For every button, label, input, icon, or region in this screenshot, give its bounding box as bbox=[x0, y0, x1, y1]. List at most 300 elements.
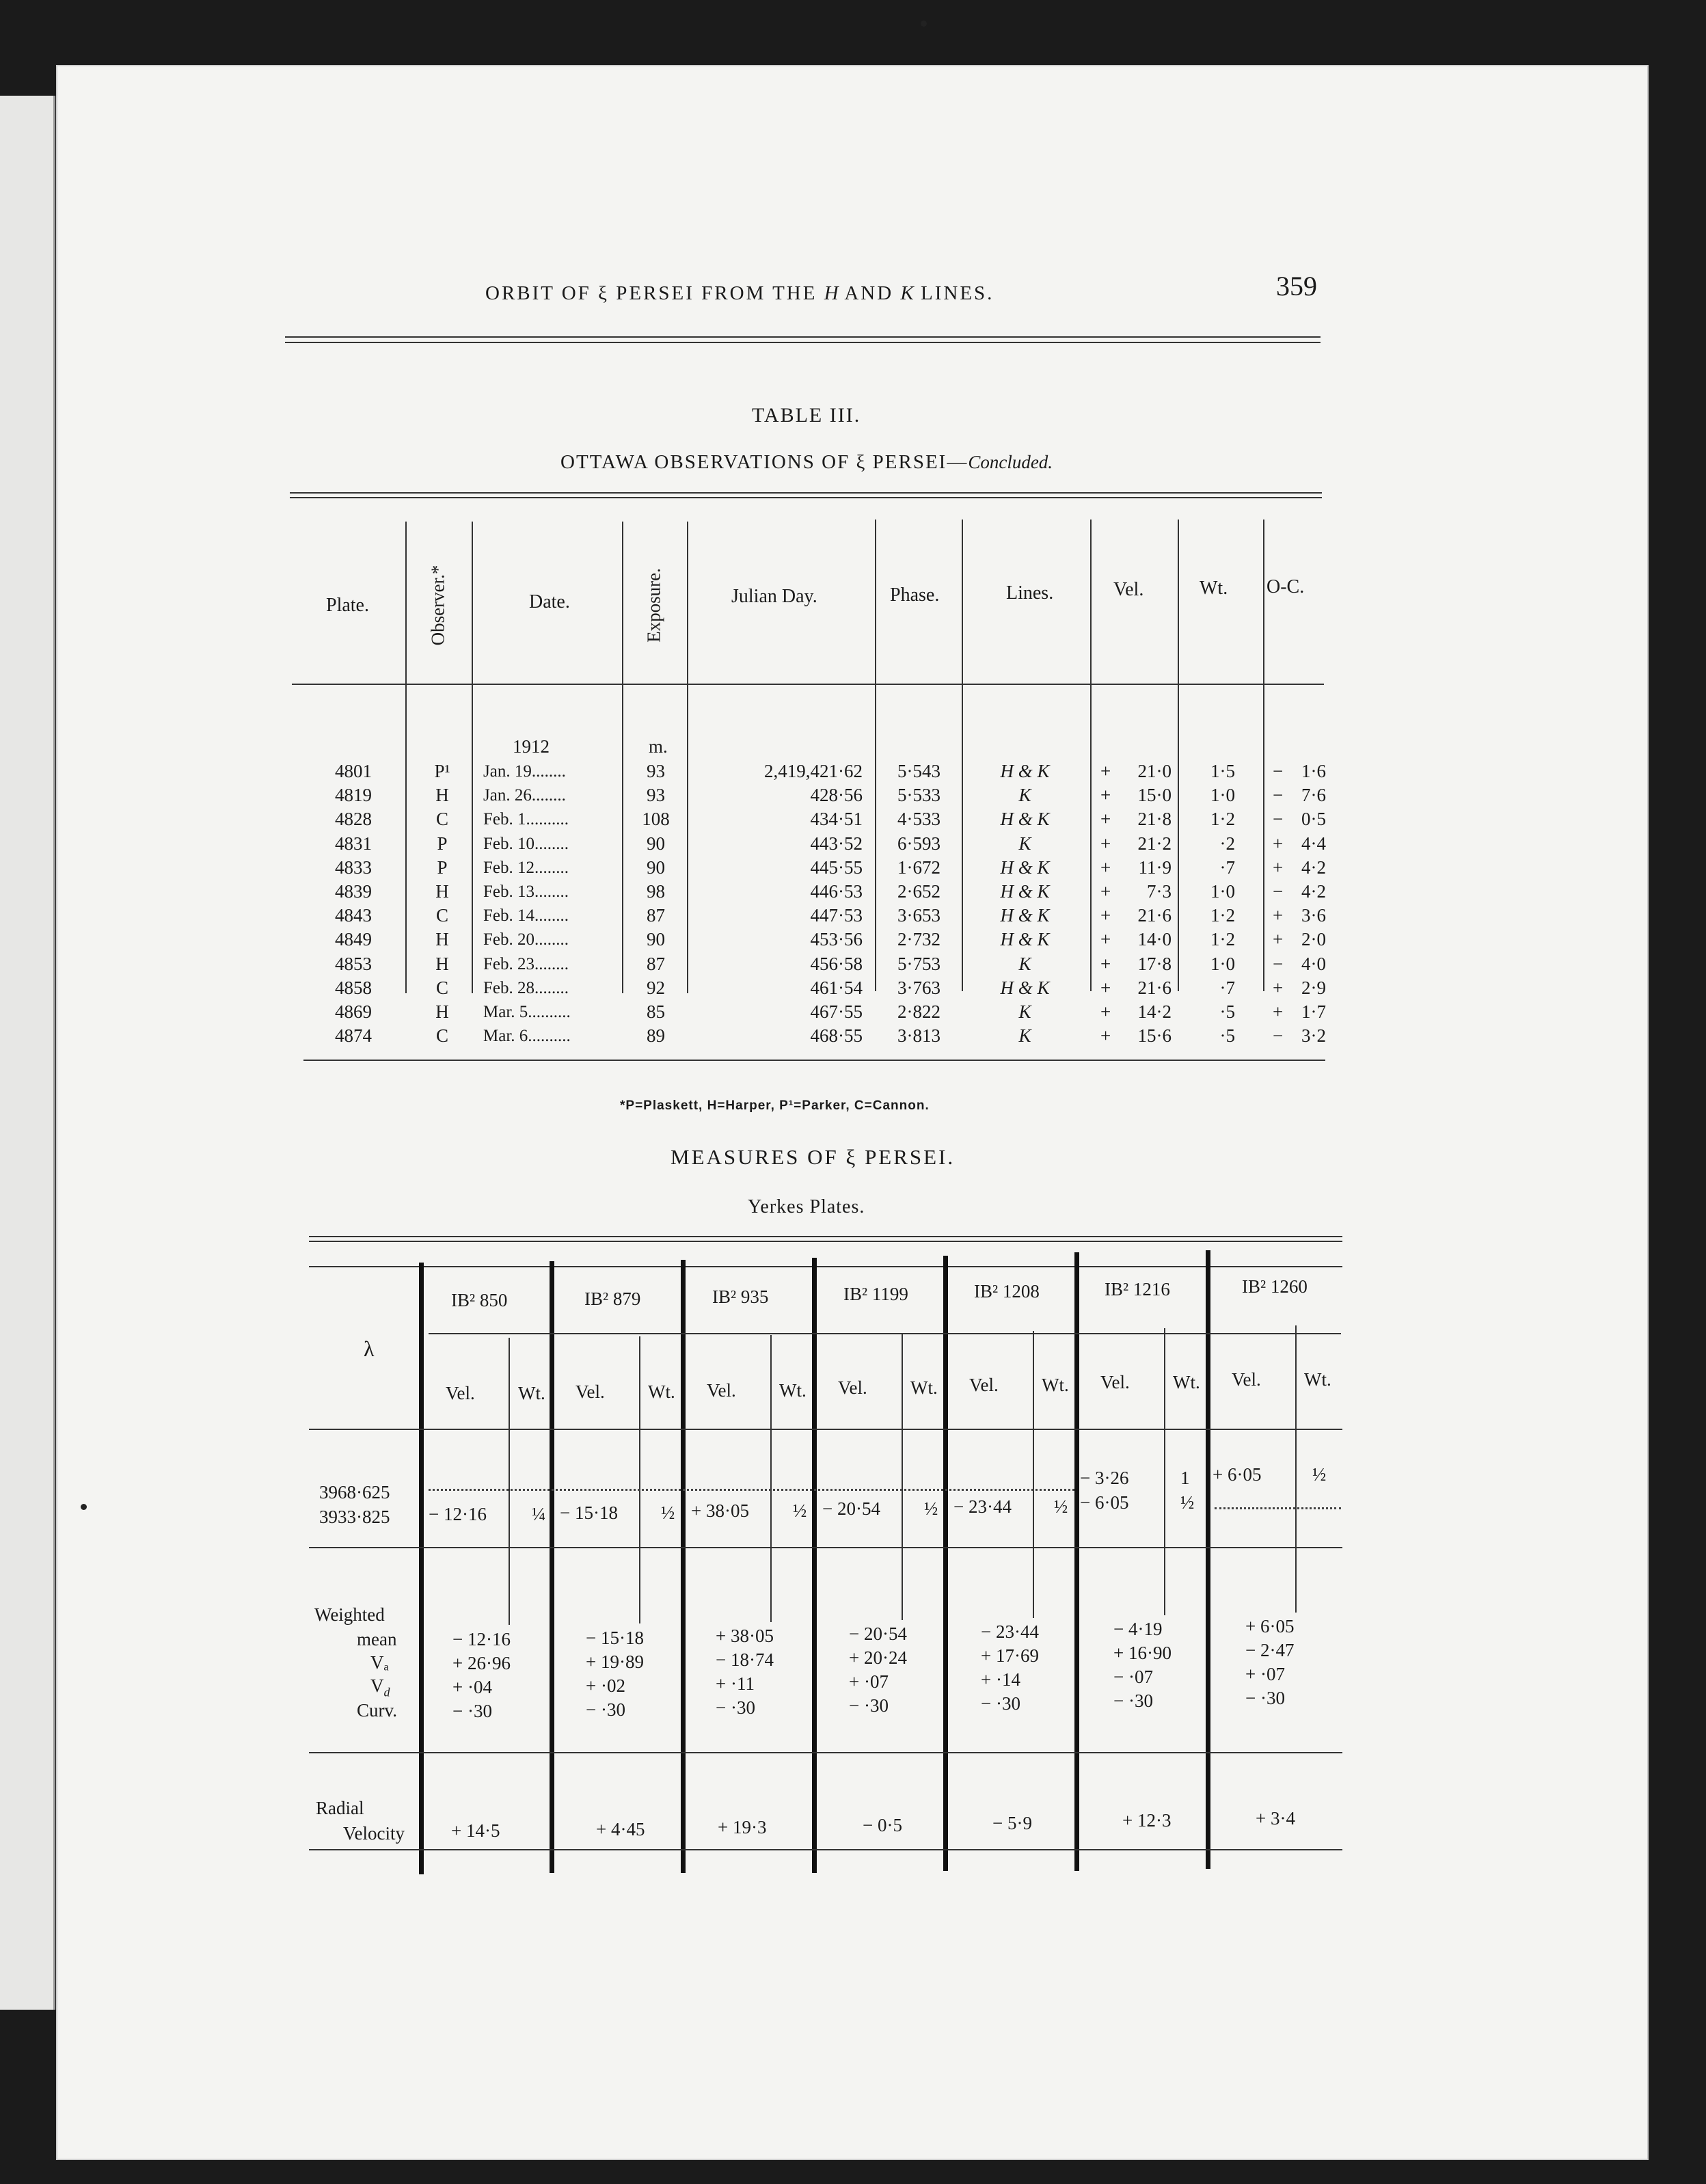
measures-body-rule bbox=[309, 1547, 1342, 1548]
wt-subheader: Wt. bbox=[648, 1381, 675, 1402]
table-cell: 2·652 bbox=[897, 881, 940, 902]
curv-value: − ·30 bbox=[1245, 1688, 1285, 1708]
column-divider bbox=[472, 522, 473, 993]
dotted-leader bbox=[429, 1489, 1074, 1491]
table-cell: Feb. 12........ bbox=[483, 858, 569, 877]
va-value: + 20·24 bbox=[849, 1647, 907, 1668]
plate-divider bbox=[812, 1258, 817, 1873]
plate-divider bbox=[419, 1263, 424, 1874]
table-cell: 15·6 bbox=[1137, 1025, 1172, 1047]
column-divider bbox=[687, 522, 688, 993]
curv-value: − ·30 bbox=[452, 1701, 492, 1721]
table-cell: Feb. 23........ bbox=[483, 954, 569, 973]
table-cell: 4839 bbox=[335, 881, 372, 902]
table-cell: 108 bbox=[642, 809, 670, 830]
scan-speck bbox=[81, 1504, 87, 1510]
table-cell: 2,419,421·62 bbox=[764, 761, 863, 781]
scan-speck bbox=[921, 21, 927, 27]
table-cell: H bbox=[435, 953, 449, 974]
plate-header: IB² 1260 bbox=[1242, 1276, 1308, 1297]
exposure-column bbox=[630, 759, 681, 1048]
vd-value: + ·04 bbox=[452, 1677, 492, 1697]
table-cell: 4·0 bbox=[1301, 953, 1326, 974]
vel-subheader: Vel. bbox=[576, 1381, 605, 1402]
subcolumn-divider bbox=[509, 1338, 510, 1625]
table-cell: 87 bbox=[647, 905, 665, 926]
previous-page-edge bbox=[0, 96, 55, 2010]
table-title: TABLE III. bbox=[752, 404, 861, 427]
date-column bbox=[483, 759, 571, 1048]
table-cell: − bbox=[1273, 761, 1284, 781]
table-cell: 2·822 bbox=[897, 1001, 940, 1023]
measure-vel: + 38·05 bbox=[691, 1500, 749, 1521]
table-cell: ·5 bbox=[1219, 1001, 1235, 1023]
curv-value: − ·30 bbox=[849, 1695, 889, 1716]
col-header-julian-day: Julian Day. bbox=[731, 586, 817, 607]
table-cell: 7·3 bbox=[1147, 881, 1172, 902]
measure-vel: − 20·54 bbox=[822, 1498, 880, 1519]
mean-label: mean bbox=[357, 1629, 397, 1649]
table-cell: + bbox=[1100, 809, 1111, 830]
vel-column bbox=[1115, 759, 1172, 1048]
table-cell: + bbox=[1273, 1001, 1284, 1023]
wt-subheader: Wt. bbox=[910, 1377, 938, 1398]
column-divider bbox=[1090, 520, 1092, 991]
table-cell: Feb. 1.......... bbox=[483, 810, 569, 829]
plate-header: IB² 1199 bbox=[843, 1284, 908, 1304]
vel-subheader: Vel. bbox=[446, 1383, 475, 1403]
table-rule bbox=[290, 497, 1322, 498]
table-cell: + bbox=[1273, 905, 1284, 926]
measures-rule bbox=[309, 1266, 1342, 1267]
table-cell: H bbox=[435, 785, 449, 806]
wt-subheader: Wt. bbox=[1042, 1375, 1069, 1395]
table-cell: 445·55 bbox=[810, 857, 863, 878]
table-cell: + bbox=[1100, 833, 1111, 854]
lines-column bbox=[969, 759, 1081, 1048]
col-header-observer: Observer.* bbox=[427, 565, 448, 646]
table-cell: 92 bbox=[647, 977, 665, 998]
table-cell: P bbox=[437, 857, 448, 878]
table-cell: 1·2 bbox=[1210, 929, 1235, 950]
table-bottom-rule bbox=[303, 1060, 1325, 1061]
table-cell: 4·2 bbox=[1301, 881, 1326, 902]
va-value: + 16·90 bbox=[1113, 1643, 1172, 1663]
measure-wt: ½ bbox=[661, 1502, 675, 1523]
table-cell: 467·55 bbox=[810, 1001, 863, 1023]
table-cell: 2·9 bbox=[1301, 977, 1326, 998]
weighted-mean-value: − 20·54 bbox=[849, 1623, 907, 1644]
page-number: 359 bbox=[1276, 271, 1317, 301]
table-cell: 453·56 bbox=[810, 929, 863, 950]
table-cell: 4833 bbox=[335, 857, 372, 878]
table-cell: 4·4 bbox=[1301, 833, 1326, 854]
vel-sign-column bbox=[1100, 759, 1111, 1048]
measure-wt: 1 bbox=[1180, 1468, 1190, 1488]
table-cell: C bbox=[435, 905, 448, 926]
table-cell: K bbox=[1018, 953, 1031, 974]
table-cell: P¹ bbox=[434, 761, 450, 781]
curv-value: − ·30 bbox=[1113, 1690, 1153, 1711]
va-value: − 18·74 bbox=[716, 1649, 774, 1670]
plate-header: IB² 1208 bbox=[974, 1281, 1040, 1302]
table-cell: 90 bbox=[647, 857, 665, 878]
col-header-exposure: Exposure. bbox=[643, 568, 664, 643]
radial-velocity-value: − 5·9 bbox=[992, 1813, 1032, 1833]
radial-velocity-value: + 12·3 bbox=[1122, 1810, 1172, 1831]
table-cell: 461·54 bbox=[810, 977, 863, 998]
velocity-label: Velocity bbox=[343, 1823, 405, 1844]
plate-divider bbox=[943, 1256, 948, 1871]
measure-wt: ½ bbox=[1312, 1464, 1327, 1485]
column-divider bbox=[405, 522, 407, 993]
measure-vel: − 6·05 bbox=[1080, 1492, 1129, 1513]
table-cell: + bbox=[1100, 785, 1111, 806]
table-rule bbox=[290, 492, 1322, 494]
table-cell: 17·8 bbox=[1137, 953, 1172, 974]
table-cell: 14·2 bbox=[1137, 1001, 1172, 1023]
dotted-leader bbox=[1215, 1507, 1341, 1509]
table-cell: C bbox=[435, 809, 448, 830]
va-value: + 19·89 bbox=[586, 1652, 644, 1672]
vel-subheader: Vel. bbox=[1100, 1372, 1130, 1392]
table-cell: H & K bbox=[1000, 881, 1050, 902]
column-divider bbox=[1263, 520, 1264, 991]
table-cell: 4874 bbox=[335, 1025, 372, 1047]
table-cell: H & K bbox=[1000, 977, 1050, 998]
plate-divider bbox=[550, 1261, 554, 1873]
table-cell: H & K bbox=[1000, 905, 1050, 926]
table-cell: + bbox=[1100, 977, 1111, 998]
plate-header: IB² 850 bbox=[451, 1290, 508, 1310]
vel-subheader: Vel. bbox=[1232, 1369, 1261, 1390]
weighted-mean-value: + 38·05 bbox=[716, 1626, 774, 1646]
table-cell: 4858 bbox=[335, 977, 372, 998]
table-cell: Jan. 26........ bbox=[483, 786, 566, 805]
vd-value: + ·07 bbox=[849, 1671, 889, 1692]
curv-label: Curv. bbox=[357, 1700, 397, 1721]
table-cell: C bbox=[435, 1025, 448, 1047]
table-cell: 7·6 bbox=[1301, 785, 1326, 806]
table-cell: 89 bbox=[647, 1025, 665, 1047]
observer-column bbox=[418, 759, 466, 1048]
radial-velocity-value: + 14·5 bbox=[451, 1820, 500, 1841]
measure-wt: ¼ bbox=[532, 1504, 546, 1524]
table-cell: 4801 bbox=[335, 761, 372, 781]
curv-value: − ·30 bbox=[716, 1697, 755, 1718]
table-cell: 21·0 bbox=[1137, 761, 1172, 781]
measure-vel: − 23·44 bbox=[953, 1496, 1012, 1517]
subcolumn-divider bbox=[770, 1335, 772, 1622]
table-cell: C bbox=[435, 977, 448, 998]
table-cell: P bbox=[437, 833, 448, 854]
vd-label: $V_d$ bbox=[370, 1675, 390, 1699]
plate-header: IB² 935 bbox=[712, 1286, 769, 1307]
plate-divider bbox=[1206, 1250, 1210, 1869]
table-cell: ·2 bbox=[1219, 833, 1235, 854]
table-cell: 3·813 bbox=[897, 1025, 940, 1047]
va-value: − 2·47 bbox=[1245, 1640, 1295, 1660]
radial-velocity-value: + 4·45 bbox=[596, 1819, 645, 1839]
lambda-label: λ bbox=[364, 1336, 375, 1361]
col-header-lines: Lines. bbox=[1006, 582, 1054, 604]
col-header-oc: O-C. bbox=[1267, 576, 1305, 597]
table-cell: 4853 bbox=[335, 953, 372, 974]
col-header-phase: Phase. bbox=[890, 584, 940, 606]
table-cell: 1·6 bbox=[1301, 761, 1326, 781]
vd-value: − ·07 bbox=[1113, 1667, 1153, 1687]
table-cell: + bbox=[1100, 761, 1111, 781]
col-header-wt: Wt. bbox=[1200, 578, 1228, 599]
table-cell: ·7 bbox=[1219, 857, 1235, 878]
table-cell: 447·53 bbox=[810, 905, 863, 926]
table-cell: ·7 bbox=[1219, 977, 1235, 998]
weighted-label: Weighted bbox=[314, 1604, 385, 1625]
column-divider bbox=[962, 520, 963, 991]
table-cell: Feb. 14........ bbox=[483, 906, 569, 926]
measure-wt: ½ bbox=[793, 1500, 807, 1521]
table-cell: 15·0 bbox=[1137, 785, 1172, 806]
table-cell: + bbox=[1273, 833, 1284, 854]
exposure-unit: m. bbox=[649, 736, 668, 757]
table-cell: 4843 bbox=[335, 905, 372, 926]
table-cell: 93 bbox=[647, 761, 665, 781]
table-cell: Mar. 6.......... bbox=[483, 1027, 571, 1046]
column-divider bbox=[875, 520, 876, 991]
vel-subheader: Vel. bbox=[707, 1380, 736, 1401]
running-header: ORBIT OF ξ PERSEI FROM THE H AND K LINES. bbox=[485, 282, 994, 304]
table-cell: H & K bbox=[1000, 761, 1050, 781]
subcolumn-divider bbox=[1295, 1325, 1297, 1613]
table-cell: H & K bbox=[1000, 857, 1050, 878]
measure-wt: ½ bbox=[1054, 1496, 1068, 1517]
oc-column bbox=[1286, 759, 1326, 1048]
table-cell: 1·2 bbox=[1210, 905, 1235, 926]
measure-wt: ½ bbox=[1180, 1492, 1195, 1513]
table-cell: 3·6 bbox=[1301, 905, 1326, 926]
table-cell: + bbox=[1273, 929, 1284, 950]
plate-header: IB² 1216 bbox=[1105, 1279, 1170, 1299]
table-cell: + bbox=[1273, 857, 1284, 878]
table-cell: Mar. 5.......... bbox=[483, 1003, 571, 1022]
table-cell: + bbox=[1100, 929, 1111, 950]
phase-column bbox=[883, 759, 955, 1048]
vd-value: + ·14 bbox=[981, 1669, 1020, 1690]
table-cell: 3·763 bbox=[897, 977, 940, 998]
table-cell: 5·533 bbox=[897, 785, 940, 806]
measure-vel: + 6·05 bbox=[1213, 1464, 1262, 1485]
table-cell: 4·2 bbox=[1301, 857, 1326, 878]
plate-divider bbox=[1074, 1252, 1079, 1871]
table-cell: 21·2 bbox=[1137, 833, 1172, 854]
table-cell: 4819 bbox=[335, 785, 372, 806]
table-cell: + bbox=[1100, 953, 1111, 974]
table-cell: 1·0 bbox=[1210, 881, 1235, 902]
table-cell: + bbox=[1100, 1025, 1111, 1047]
table-cell: 4831 bbox=[335, 833, 372, 854]
header-rule bbox=[285, 336, 1321, 338]
va-value: + 17·69 bbox=[981, 1645, 1039, 1666]
julian-day-column bbox=[695, 759, 863, 1048]
table-cell: 21·6 bbox=[1137, 977, 1172, 998]
table-cell: 1·672 bbox=[897, 857, 940, 878]
table-cell: 93 bbox=[647, 785, 665, 806]
wt-subheader: Wt. bbox=[1173, 1372, 1200, 1392]
table-cell: 4828 bbox=[335, 809, 372, 830]
measure-vel: − 15·18 bbox=[560, 1502, 618, 1523]
measures-header-rule bbox=[309, 1429, 1342, 1430]
table-cell: 443·52 bbox=[810, 833, 863, 854]
table-cell: 85 bbox=[647, 1001, 665, 1023]
weighted-mean-value: − 4·19 bbox=[1113, 1619, 1163, 1639]
table-cell: H bbox=[435, 1001, 449, 1023]
measures-summary-rule bbox=[309, 1752, 1342, 1753]
weighted-mean-value: − 12·16 bbox=[452, 1629, 511, 1649]
table-cell: + bbox=[1273, 977, 1284, 998]
vel-subheader: Vel. bbox=[838, 1377, 867, 1398]
table-cell: + bbox=[1100, 905, 1111, 926]
table-cell: 21·8 bbox=[1137, 809, 1172, 830]
table-cell: H bbox=[435, 929, 449, 950]
wt-subheader: Wt. bbox=[1304, 1369, 1331, 1390]
measures-title: MEASURES OF ξ PERSEI. bbox=[671, 1145, 956, 1169]
vd-value: + ·11 bbox=[716, 1673, 755, 1694]
table-cell: K bbox=[1018, 1025, 1031, 1047]
table-cell: 5·543 bbox=[897, 761, 940, 781]
radial-label: Radial bbox=[316, 1798, 364, 1818]
table-cell: + bbox=[1100, 1001, 1111, 1023]
measure-wt: ½ bbox=[924, 1498, 938, 1519]
measures-rule bbox=[309, 1236, 1342, 1237]
table-cell: 1·2 bbox=[1210, 809, 1235, 830]
vd-value: + ·07 bbox=[1245, 1664, 1285, 1684]
table-cell: ·5 bbox=[1219, 1025, 1235, 1047]
table-cell: Feb. 10........ bbox=[483, 834, 569, 853]
oc-sign-column bbox=[1273, 759, 1283, 1048]
col-header-date: Date. bbox=[529, 591, 570, 612]
table-cell: − bbox=[1273, 953, 1284, 974]
measures-rule bbox=[309, 1241, 1342, 1242]
table-cell: − bbox=[1273, 785, 1284, 806]
subcolumn-divider bbox=[1033, 1331, 1034, 1618]
weighted-mean-value: − 23·44 bbox=[981, 1621, 1039, 1642]
vd-value: + ·02 bbox=[586, 1675, 625, 1696]
table-cell: 428·56 bbox=[810, 785, 863, 806]
column-divider bbox=[622, 522, 623, 993]
vel-subheader: Vel. bbox=[969, 1375, 999, 1395]
table-cell: + bbox=[1100, 881, 1111, 902]
measure-vel: − 12·16 bbox=[429, 1504, 487, 1524]
measure-vel: − 3·26 bbox=[1080, 1468, 1129, 1488]
weighted-mean-value: − 15·18 bbox=[586, 1628, 644, 1648]
wt-subheader: Wt. bbox=[518, 1383, 545, 1403]
wavelength-label: 3968·625 bbox=[319, 1482, 390, 1502]
header-rule bbox=[285, 342, 1321, 343]
table-cell: 4869 bbox=[335, 1001, 372, 1023]
table-cell: + bbox=[1100, 857, 1111, 878]
table-cell: K bbox=[1018, 785, 1031, 806]
measures-subtitle: Yerkes Plates. bbox=[748, 1196, 865, 1217]
observer-footnote: *P=Plaskett, H=Harper, P¹=Parker, C=Cannon. bbox=[620, 1098, 930, 1113]
radial-velocity-value: + 3·4 bbox=[1256, 1808, 1295, 1829]
table-cell: Jan. 19........ bbox=[483, 762, 566, 781]
table-cell: K bbox=[1018, 1001, 1031, 1023]
column-divider bbox=[1178, 520, 1179, 991]
wt-subheader: Wt. bbox=[779, 1380, 807, 1401]
curv-value: − ·30 bbox=[586, 1699, 625, 1720]
table-cell: − bbox=[1273, 809, 1284, 830]
wavelength-label: 3933·825 bbox=[319, 1507, 390, 1527]
table-cell: 468·55 bbox=[810, 1025, 863, 1047]
col-header-plate: Plate. bbox=[326, 595, 369, 616]
table-cell: Feb. 13........ bbox=[483, 882, 569, 902]
table-cell: 446·53 bbox=[810, 881, 863, 902]
table-cell: 14·0 bbox=[1137, 929, 1172, 950]
table-cell: H bbox=[435, 881, 449, 902]
table-cell: 98 bbox=[647, 881, 665, 902]
year-label: 1912 bbox=[513, 736, 550, 757]
table-cell: 90 bbox=[647, 833, 665, 854]
table-cell: H & K bbox=[1000, 809, 1050, 830]
table-cell: 3·2 bbox=[1301, 1025, 1326, 1047]
book-page bbox=[56, 65, 1649, 2160]
table-cell: 1·7 bbox=[1301, 1001, 1326, 1023]
table-cell: K bbox=[1018, 833, 1031, 854]
subcolumn-divider bbox=[902, 1333, 903, 1620]
table-cell: 5·753 bbox=[897, 953, 940, 974]
col-header-vel: Vel. bbox=[1113, 579, 1144, 600]
table-cell: 90 bbox=[647, 929, 665, 950]
table-cell: 4·533 bbox=[897, 809, 940, 830]
table-cell: Feb. 20........ bbox=[483, 930, 569, 949]
radial-velocity-value: + 19·3 bbox=[718, 1817, 767, 1837]
table-cell: 21·6 bbox=[1137, 905, 1172, 926]
plate-column bbox=[335, 759, 372, 1048]
plate-divider bbox=[681, 1260, 686, 1873]
table-cell: − bbox=[1273, 1025, 1284, 1047]
measures-bottom-rule bbox=[309, 1849, 1342, 1850]
table-cell: 2·732 bbox=[897, 929, 940, 950]
table-cell: H & K bbox=[1000, 929, 1050, 950]
table-subtitle: OTTAWA OBSERVATIONS OF ξ PERSEI—Concluded. bbox=[560, 451, 1053, 473]
va-label: Vₐ bbox=[370, 1652, 389, 1673]
table-cell: − bbox=[1273, 881, 1284, 902]
wt-column bbox=[1187, 759, 1235, 1048]
table-cell: 1·5 bbox=[1210, 761, 1235, 781]
table-cell: 1·0 bbox=[1210, 785, 1235, 806]
table-cell: 3·653 bbox=[897, 905, 940, 926]
table-cell: 4849 bbox=[335, 929, 372, 950]
table-cell: 456·58 bbox=[810, 953, 863, 974]
table-cell: 0·5 bbox=[1301, 809, 1326, 830]
table-cell: 87 bbox=[647, 953, 665, 974]
table-cell: 6·593 bbox=[897, 833, 940, 854]
table-cell: 1·0 bbox=[1210, 953, 1235, 974]
radial-velocity-value: − 0·5 bbox=[863, 1815, 902, 1835]
va-value: + 26·96 bbox=[452, 1653, 511, 1673]
plate-header: IB² 879 bbox=[584, 1289, 641, 1309]
weighted-mean-value: + 6·05 bbox=[1245, 1616, 1295, 1636]
subcolumn-divider bbox=[1164, 1328, 1165, 1615]
header-bottom-rule bbox=[292, 684, 1324, 685]
table-cell: Feb. 28........ bbox=[483, 978, 569, 997]
plate-header-rule bbox=[429, 1333, 1341, 1334]
table-cell: 434·51 bbox=[810, 809, 863, 830]
subcolumn-divider bbox=[639, 1336, 640, 1623]
table-cell: 11·9 bbox=[1138, 857, 1172, 878]
curv-value: − ·30 bbox=[981, 1693, 1020, 1714]
table-cell: 2·0 bbox=[1301, 929, 1326, 950]
